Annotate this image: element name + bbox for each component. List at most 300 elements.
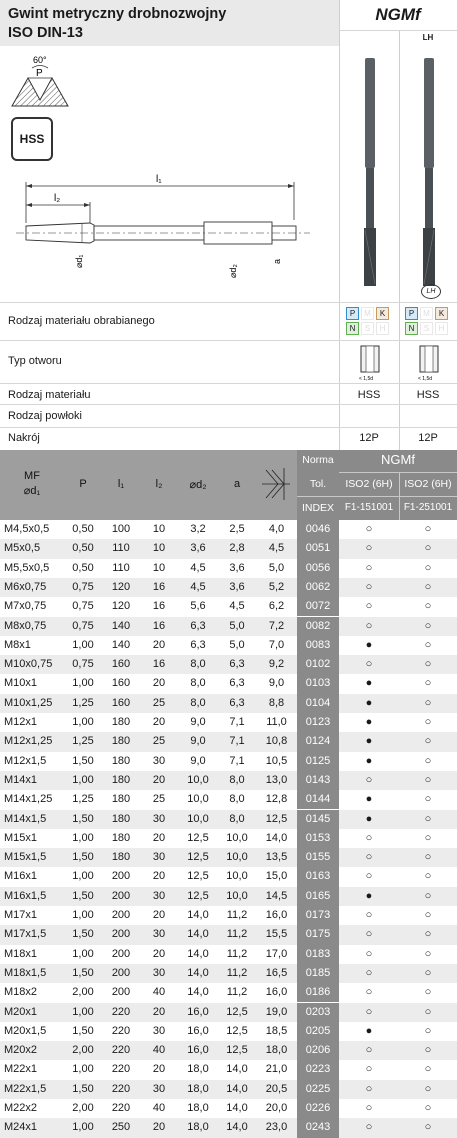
availability-cell: ○	[365, 947, 373, 960]
table-header	[0, 450, 457, 520]
table-cell: M8x1	[4, 638, 31, 651]
table-cell: M12x1	[4, 716, 38, 728]
index-cell: 0103	[297, 674, 339, 693]
table-cell: 7,1	[229, 735, 245, 748]
table-cell: 9,2	[268, 658, 285, 671]
table-cell: 20	[152, 1005, 166, 1018]
availability-cell: ●	[365, 735, 373, 748]
availability-cell: ○	[424, 870, 432, 883]
table-cell: 10,0	[226, 870, 248, 883]
brand-name: NGMf	[375, 5, 421, 24]
index-cell: 0083	[297, 636, 339, 655]
table-cell: 20	[152, 1063, 166, 1076]
material-group-s: S	[361, 322, 374, 335]
table-cell: 10,0	[226, 851, 248, 864]
table-cell: 220	[111, 1044, 131, 1057]
table-cell: 6,3	[229, 696, 245, 709]
table-cell: M18x1,5	[4, 966, 47, 979]
table-cell: 100	[111, 523, 131, 535]
table-row	[0, 983, 457, 1002]
table-cell: 12,5	[226, 1005, 248, 1018]
table-cell: M20x1	[4, 1005, 38, 1018]
table-cell: 14,0	[187, 928, 209, 941]
availability-cell: ○	[424, 1024, 432, 1037]
table-cell: 160	[111, 658, 131, 671]
table-cell: 10	[152, 523, 166, 535]
table-cell: 16	[152, 658, 166, 671]
table-cell: 25	[152, 793, 166, 806]
table-cell: 6,2	[268, 600, 285, 613]
table-cell: M24x1	[4, 1121, 38, 1134]
table-cell: 18,0	[187, 1102, 209, 1114]
availability-cell: ○	[365, 986, 373, 999]
table-cell: 4,5	[190, 561, 206, 574]
table-cell: 6,3	[229, 677, 245, 690]
table-cell: 1,00	[72, 831, 94, 844]
dimension-d1: ⌀d₁	[74, 254, 84, 268]
table-cell: 16,0	[265, 909, 288, 921]
table-cell: 30	[152, 889, 166, 902]
cut-label: Nakrój	[8, 432, 40, 444]
table-row	[0, 520, 457, 539]
availability-cell: ●	[365, 638, 373, 651]
availability-cell: ○	[424, 716, 432, 728]
table-cell: 11,2	[226, 947, 248, 960]
divider	[0, 427, 457, 428]
table-cell: 5,0	[229, 619, 245, 632]
table-cell: M22x1	[4, 1063, 38, 1076]
table-cell: 14,0	[226, 1102, 248, 1114]
through-hole-icon	[416, 344, 442, 382]
table-row	[0, 790, 457, 809]
table-cell: 5,2	[268, 580, 285, 593]
table-cell: 120	[111, 600, 131, 613]
table-cell: 8,0	[190, 658, 206, 671]
table-cell: 12,5	[187, 889, 209, 902]
table-cell: 1,00	[72, 909, 94, 921]
index-cell: 0243	[297, 1118, 339, 1137]
index-cell: 0062	[297, 578, 339, 597]
table-cell: 25	[152, 735, 166, 748]
availability-cell: ○	[424, 658, 432, 671]
availability-cell: ○	[365, 928, 373, 941]
table-cell: 30	[152, 966, 166, 979]
material-group-m: M	[361, 307, 374, 320]
table-row	[0, 1003, 457, 1022]
table-cell: 200	[111, 928, 131, 941]
table-cell: 5,6	[190, 600, 206, 613]
table-cell: 20	[152, 831, 166, 844]
table-cell: 8,0	[229, 793, 245, 806]
index-cell: 0104	[297, 694, 339, 713]
header-p: P	[79, 478, 87, 490]
table-cell: 10,8	[265, 735, 288, 748]
table-cell: 0,50	[72, 561, 94, 574]
table-cell: 1,50	[72, 851, 94, 864]
availability-cell: ●	[365, 793, 373, 806]
table-cell: M10x0,75	[4, 658, 53, 671]
table-cell: M20x1,5	[4, 1024, 47, 1037]
availability-cell: ○	[365, 773, 373, 786]
table-cell: M8x0,75	[4, 619, 47, 632]
table-cell: 16,0	[187, 1024, 209, 1037]
index-cell: 0225	[297, 1080, 339, 1099]
table-cell: 8,0	[229, 812, 245, 825]
table-row	[0, 945, 457, 964]
availability-cell: ○	[365, 909, 373, 921]
availability-cell: ○	[424, 619, 432, 632]
table-row	[0, 1041, 457, 1060]
table-cell: M17x1,5	[4, 928, 47, 941]
table-row	[0, 925, 457, 944]
table-row	[0, 1118, 457, 1137]
availability-cell: ○	[424, 812, 432, 825]
table-row	[0, 559, 457, 578]
table-row	[0, 539, 457, 558]
availability-cell: ○	[424, 1102, 432, 1114]
availability-cell: ○	[365, 1121, 373, 1134]
table-cell: 14,0	[265, 831, 288, 844]
table-cell: 8,8	[268, 696, 285, 709]
index-cell: 0125	[297, 752, 339, 771]
table-cell: 200	[111, 986, 131, 999]
table-cell: 18,5	[265, 1024, 288, 1037]
table-cell: M6x0,75	[4, 580, 47, 593]
table-cell: M17x1	[4, 909, 38, 921]
table-cell: 16,0	[187, 1044, 209, 1057]
availability-cell: ○	[424, 986, 432, 999]
availability-cell: ○	[365, 1044, 373, 1057]
table-cell: 220	[111, 1005, 131, 1018]
table-cell: 10	[152, 542, 166, 555]
table-cell: 7,2	[268, 619, 285, 632]
index-cell: 0175	[297, 925, 339, 944]
table-cell: 110	[112, 561, 130, 574]
hss-material-badge: HSS	[11, 117, 53, 161]
table-cell: 12,8	[265, 793, 288, 806]
tap-image-right-hand	[355, 58, 385, 288]
index-cell: 0183	[297, 945, 339, 964]
availability-cell: ○	[424, 1121, 432, 1134]
table-cell: 200	[111, 966, 131, 979]
table-row	[0, 732, 457, 751]
availability-cell: ○	[424, 928, 432, 941]
table-cell: 20,5	[265, 1082, 288, 1095]
dimension-l1: l₁	[156, 174, 162, 185]
table-cell: 250	[111, 1121, 131, 1134]
table-cell: 16	[152, 619, 166, 632]
table-cell: 15,5	[265, 928, 288, 941]
table-cell: 4,5	[229, 600, 245, 613]
availability-cell: ○	[424, 909, 432, 921]
material-group-n: N	[405, 322, 418, 335]
table-cell: 2,00	[72, 1044, 94, 1057]
index-cell: 0072	[297, 597, 339, 616]
table-cell: 30	[152, 1082, 166, 1095]
availability-cell: ○	[424, 947, 432, 960]
availability-cell: ○	[365, 561, 373, 574]
index-cell: 0145	[297, 810, 339, 829]
table-cell: 4,0	[268, 523, 285, 535]
index-cell: 0143	[297, 771, 339, 790]
index-cell: 0203	[297, 1003, 339, 1022]
divider	[399, 30, 400, 450]
table-cell: 11,2	[226, 986, 248, 999]
table-cell: M22x2	[4, 1102, 38, 1114]
table-row	[0, 694, 457, 713]
table-cell: 180	[111, 773, 131, 786]
availability-cell: ○	[424, 561, 432, 574]
thread-depth-icon	[258, 464, 294, 504]
table-row	[0, 636, 457, 655]
table-cell: 180	[111, 793, 131, 806]
availability-cell: ○	[424, 1082, 432, 1095]
table-row	[0, 1099, 457, 1118]
availability-cell: ●	[365, 754, 373, 767]
table-cell: 10	[152, 561, 166, 574]
table-cell: M16x1	[4, 870, 38, 883]
table-cell: 40	[152, 1044, 166, 1057]
table-cell: 14,0	[187, 986, 209, 999]
table-cell: 10,0	[187, 793, 209, 806]
availability-cell: ○	[424, 542, 432, 555]
availability-cell: ○	[365, 1005, 373, 1018]
workpiece-material-label: Rodzaj materiału obrabianego	[8, 315, 155, 327]
title-line-1: Gwint metryczny drobnozwojny	[8, 6, 227, 22]
table-cell: 3,6	[229, 561, 245, 574]
table-cell: 200	[111, 889, 131, 902]
table-row	[0, 578, 457, 597]
availability-cell: ○	[424, 966, 432, 979]
tap-image-left-hand	[414, 58, 444, 288]
table-cell: 1,50	[72, 754, 94, 767]
table-cell: 6,3	[229, 658, 245, 671]
index-cell: 0173	[297, 906, 339, 925]
divider	[0, 340, 457, 341]
table-cell: 12,5	[226, 1044, 248, 1057]
header-tol: Tol.	[309, 478, 327, 490]
cut-value: 12P	[359, 432, 379, 444]
table-cell: 7,1	[229, 754, 245, 767]
availability-cell: ●	[365, 696, 373, 709]
material-group-h: H	[435, 322, 448, 335]
table-cell: 180	[111, 735, 131, 748]
table-cell: 1,50	[72, 812, 94, 825]
table-cell: 40	[152, 1102, 166, 1114]
table-cell: M5,5x0,5	[4, 561, 50, 574]
table-cell: 1,00	[72, 947, 94, 960]
table-cell: 180	[111, 812, 131, 825]
table-cell: 0,75	[72, 619, 94, 632]
divider	[0, 383, 457, 384]
material-group-standard	[346, 307, 392, 337]
table-cell: 30	[152, 1024, 166, 1037]
table-cell: 19,0	[265, 1005, 288, 1018]
coating-label: Rodzaj powłoki	[8, 410, 82, 422]
table-cell: 7,0	[268, 638, 285, 651]
table-row	[0, 964, 457, 983]
availability-cell: ○	[424, 773, 432, 786]
index-cell: 0186	[297, 983, 339, 1002]
table-cell: M18x2	[4, 986, 38, 999]
table-cell: 1,50	[72, 1082, 94, 1095]
table-cell: 14,0	[187, 909, 209, 921]
table-cell: 180	[111, 754, 131, 767]
table-cell: M18x1	[4, 947, 38, 960]
table-cell: 11,2	[226, 966, 248, 979]
thread-pitch-symbol: P	[36, 68, 43, 79]
availability-cell: ○	[424, 851, 432, 864]
table-cell: 8,0	[190, 677, 206, 690]
table-cell: 1,50	[72, 1024, 94, 1037]
table-cell: 12,5	[187, 831, 209, 844]
table-row	[0, 867, 457, 886]
dimension-a: a	[272, 258, 282, 264]
availability-cell: ○	[365, 966, 373, 979]
table-cell: 5,0	[229, 638, 245, 651]
index-cell: 0223	[297, 1060, 339, 1079]
table-cell: 14,0	[187, 966, 209, 979]
header-index-code: F1-151001	[344, 502, 394, 513]
table-cell: 20	[152, 947, 166, 960]
table-row	[0, 887, 457, 906]
table-cell: 9,0	[190, 754, 206, 767]
table-cell: 11,2	[226, 928, 248, 941]
table-cell: 12,5	[187, 870, 209, 883]
table-row	[0, 1022, 457, 1041]
table-cell: 25	[152, 696, 166, 709]
table-cell: 11,0	[266, 716, 287, 728]
table-row	[0, 617, 457, 636]
table-cell: 160	[111, 677, 131, 690]
table-cell: M15x1	[4, 831, 38, 844]
table-cell: 18,0	[187, 1121, 209, 1134]
table-cell: 14,0	[226, 1063, 248, 1076]
table-cell: 18,0	[187, 1082, 209, 1095]
table-cell: 12,5	[226, 1024, 248, 1037]
table-cell: M22x1,5	[4, 1082, 47, 1095]
table-cell: 40	[152, 986, 166, 999]
table-row	[0, 713, 457, 732]
table-cell: 16	[152, 600, 166, 613]
table-cell: 1,50	[72, 928, 94, 941]
table-cell: 9,0	[268, 677, 285, 690]
tap-technical-drawing	[10, 168, 330, 288]
table-row	[0, 655, 457, 674]
index-cell: 0165	[297, 887, 339, 906]
index-cell: 0155	[297, 848, 339, 867]
dimension-d2: ⌀d₂	[228, 264, 238, 278]
table-cell: 20	[152, 1121, 166, 1134]
table-cell: 1,50	[72, 889, 94, 902]
material-group-p: P	[405, 307, 418, 320]
table-cell: 1,00	[72, 716, 94, 728]
availability-cell: ○	[365, 831, 373, 844]
index-cell: 0082	[297, 617, 339, 636]
table-cell: 220	[111, 1102, 131, 1114]
table-cell: 7,1	[229, 716, 245, 728]
table-cell: 160	[111, 696, 131, 709]
table-cell: 14,0	[226, 1121, 248, 1134]
table-cell: 2,00	[72, 986, 94, 999]
table-cell: 20	[152, 909, 166, 921]
table-cell: 10,0	[226, 831, 248, 844]
table-cell: 3,2	[190, 523, 206, 535]
table-cell: 12,5	[187, 851, 209, 864]
header-title-panel	[0, 0, 339, 46]
availability-cell: ○	[424, 580, 432, 593]
availability-cell: ○	[424, 1063, 432, 1076]
table-cell: 4,5	[268, 542, 285, 555]
table-row	[0, 674, 457, 693]
divider	[0, 404, 457, 405]
table-row	[0, 906, 457, 925]
table-cell: 2,8	[229, 542, 245, 555]
table-cell: 180	[111, 851, 131, 864]
availability-cell: ○	[424, 523, 432, 535]
material-group-n: N	[346, 322, 359, 335]
table-cell: 10,0	[187, 812, 209, 825]
index-cell: 0205	[297, 1022, 339, 1041]
table-cell: 10,5	[265, 754, 288, 767]
table-cell: 9,0	[190, 716, 206, 728]
table-cell: 13,0	[265, 773, 288, 786]
table-cell: 21,0	[265, 1063, 288, 1076]
table-cell: 220	[111, 1063, 131, 1076]
header-l1: l₁	[117, 478, 125, 490]
dimension-l2: l₂	[54, 193, 61, 204]
table-cell: 0,50	[72, 523, 94, 535]
tool-material-value: HSS	[416, 389, 440, 401]
availability-cell: ○	[365, 1063, 373, 1076]
table-cell: 1,00	[72, 870, 94, 883]
table-cell: 16,0	[265, 986, 288, 999]
index-cell: 0102	[297, 655, 339, 674]
table-cell: 6,3	[190, 619, 206, 632]
availability-cell: ○	[424, 638, 432, 651]
table-cell: 220	[111, 1082, 131, 1095]
availability-cell: ●	[365, 716, 373, 728]
cut-value: 12P	[418, 432, 438, 444]
index-cell: 0144	[297, 790, 339, 809]
availability-cell: ○	[424, 831, 432, 844]
hole-note: < 1,5d	[418, 376, 433, 382]
table-row	[0, 829, 457, 848]
table-cell: 1,25	[72, 793, 94, 806]
material-group-p: P	[346, 307, 359, 320]
table-cell: 13,5	[265, 851, 288, 864]
table-row	[0, 597, 457, 616]
thread-angle: 60°	[33, 55, 47, 65]
divider	[0, 302, 457, 303]
availability-cell: ○	[365, 870, 373, 883]
table-cell: 14,5	[265, 889, 288, 902]
table-row	[0, 752, 457, 771]
table-cell: 0,75	[72, 580, 94, 593]
header-l2: l₂	[155, 478, 163, 490]
table-cell: M20x2	[4, 1044, 38, 1057]
table-cell: 20	[152, 677, 166, 690]
table-cell: 200	[111, 909, 131, 921]
left-hand-badge: LH	[421, 284, 441, 299]
availability-cell: ○	[424, 754, 432, 767]
table-cell: 10,0	[187, 773, 209, 786]
availability-cell: ○	[365, 851, 373, 864]
availability-cell: ●	[365, 677, 373, 690]
table-cell: 16,5	[265, 966, 288, 979]
table-cell: 1,00	[72, 638, 94, 651]
material-group-h: H	[376, 322, 389, 335]
